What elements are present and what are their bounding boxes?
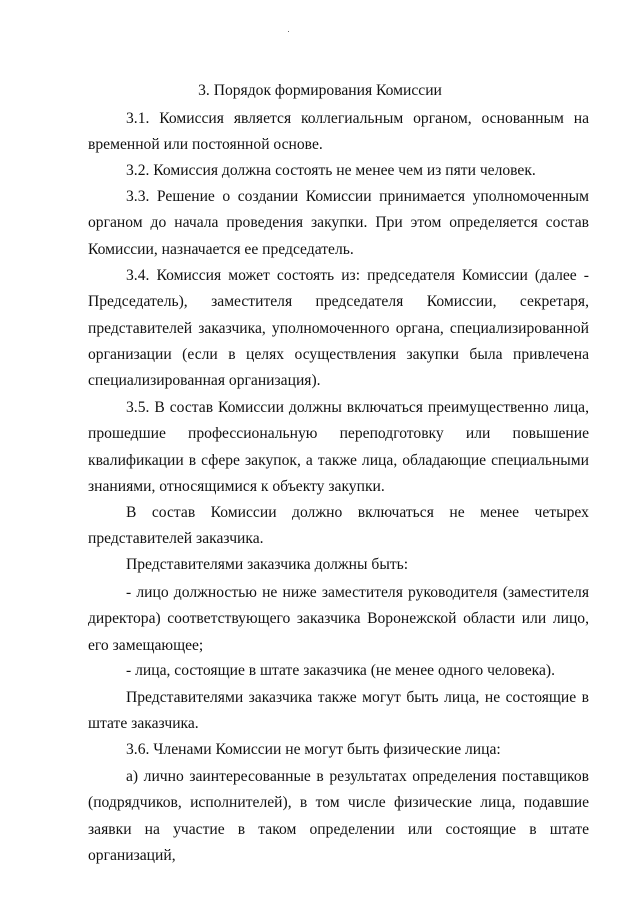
paragraph-3-6: 3.6. Членами Комиссии не могут быть физические лица:: [126, 741, 501, 758]
word: четырех: [534, 504, 589, 521]
paragraph-reps-also: Представителями заказчика также могут быть лица, не состоящие в штате заказчика.: [88, 689, 589, 733]
word: должно: [292, 504, 343, 521]
word: менее: [480, 504, 520, 521]
paragraph-3-1: 3.1. Комиссия является коллегиальным органом, основанным на временной или постоянной основе.: [88, 110, 589, 154]
paragraph-3-2: 3.2. Комиссия должна состоять не менее чем из пяти человек.: [126, 162, 536, 179]
paragraph-min-four-reps-end: представителей заказчика.: [88, 530, 264, 547]
word: не: [449, 504, 465, 521]
paragraph-3-6-a: а) лично заинтересованные в результатах определения поставщиков (подрядчиков, исполнителей), в том числе физические лица, подавшие заявки на участие в таком определении или состоящие в штате организаций,: [88, 768, 589, 864]
word: включаться: [357, 504, 434, 521]
word: состав: [151, 504, 196, 521]
paragraph-rep-deputy: - лицо должностью не ниже заместителя руководителя (заместителя директора) соответствующего заказчика Воронежской области или лицо, его замещающее;: [88, 584, 589, 654]
paragraph-3-3: 3.3. Решение о создании Комиссии принимается уполномоченным органом до начала проведения закупки. При этом определяется состав Комиссии, назначается ее председатель.: [88, 188, 589, 258]
scan-speck: [288, 31, 289, 32]
paragraph-reps-intro: Представителями заказчика должны быть:: [126, 556, 409, 573]
section-title: 3. Порядок формирования Комиссии: [198, 82, 442, 99]
paragraph-3-5: 3.5. В состав Комиссии должны включаться преимущественно лица, прошедшие профессиональную переподготовку или повышение квалификации в сфере закупок, а также лица, обладающие специальными знаниями, относящимися к объекту закупки.: [88, 399, 589, 495]
word: В: [126, 504, 137, 521]
word: Комиссии: [210, 504, 277, 521]
paragraph-rep-staff: - лица, состоящие в штате заказчика (не менее одного человека).: [126, 662, 555, 679]
paragraph-3-4: 3.4. Комиссия может состоять из: председателя Комиссии (далее - Председатель), заместителя председателя Комиссии, секретаря, представителей заказчика, уполномоченного органа, специализированной организации (если в целях осуществления закупки была привлечена специализированная организация).: [88, 267, 589, 390]
paragraph-min-four-reps: [126, 500, 589, 526]
